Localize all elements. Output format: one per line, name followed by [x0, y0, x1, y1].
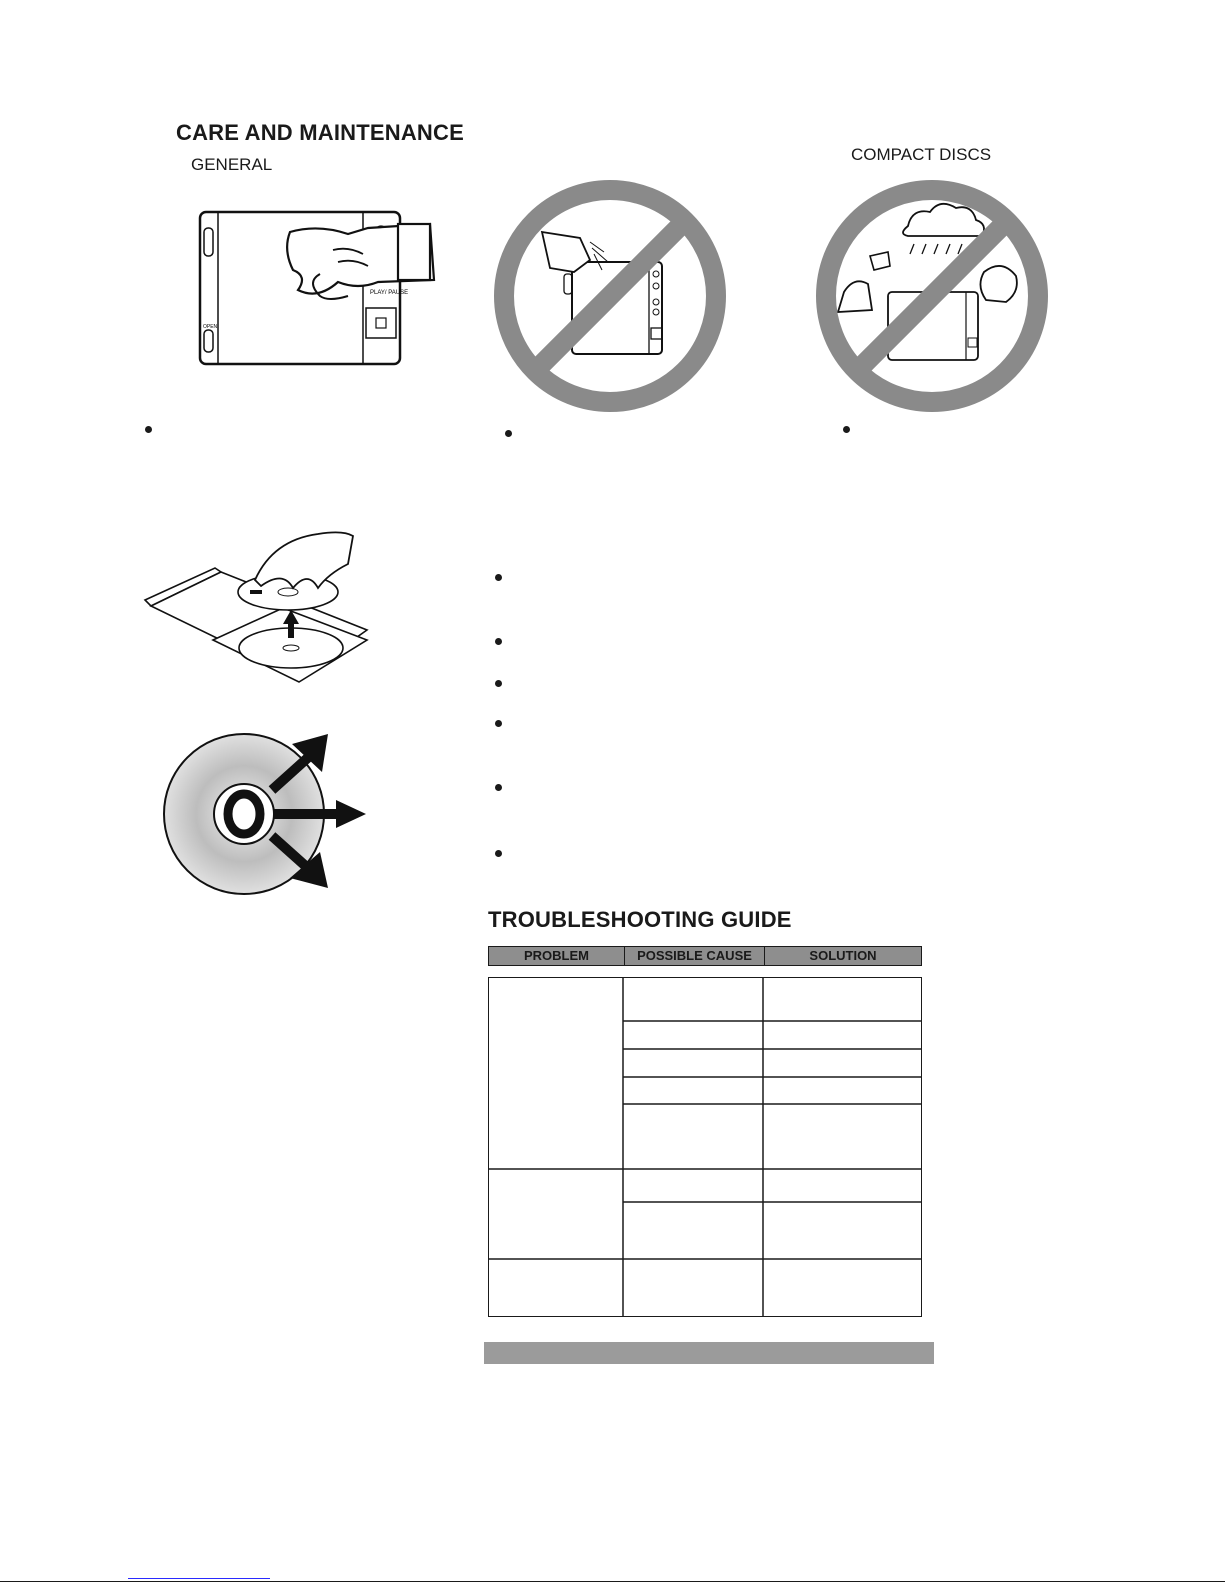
header-solution: SOLUTION — [764, 947, 921, 965]
section-label-compact-discs: COMPACT DISCS — [851, 145, 992, 164]
bullet-disc-6 — [495, 850, 502, 857]
troubleshooting-title: TROUBLESHOOTING GUIDE — [488, 907, 792, 932]
footer-rule — [0, 1581, 1225, 1582]
bottom-bar — [484, 1342, 934, 1364]
no-spray-illustration — [494, 180, 726, 412]
section-label-general: GENERAL — [191, 155, 273, 174]
header-possible-cause: POSSIBLE CAUSE — [624, 947, 764, 965]
bullet-disc-5 — [495, 784, 502, 791]
bullet-disc-4 — [495, 720, 502, 727]
bullet-general-1 — [145, 426, 152, 433]
table-header — [488, 946, 922, 966]
bullet-disc-2 — [495, 638, 502, 645]
footer-link-underline — [128, 1578, 270, 1579]
disc-case-illustration — [143, 530, 373, 690]
page-title: CARE AND MAINTENANCE — [176, 120, 464, 145]
wipe-device-illustration — [198, 210, 448, 370]
disc-wipe-direction-illustration — [160, 730, 370, 895]
bullet-spray — [505, 430, 512, 437]
header-problem: PROBLEM — [524, 948, 589, 963]
device-open-label: OPEN — [203, 324, 218, 330]
bullet-disc-1 — [495, 574, 502, 581]
bullet-water — [843, 426, 850, 433]
no-water-illustration — [816, 180, 1048, 412]
bullet-disc-3 — [495, 680, 502, 687]
device-play-label: PLAY/ PAUSE — [370, 290, 409, 296]
troubleshooting-table — [488, 977, 922, 1317]
